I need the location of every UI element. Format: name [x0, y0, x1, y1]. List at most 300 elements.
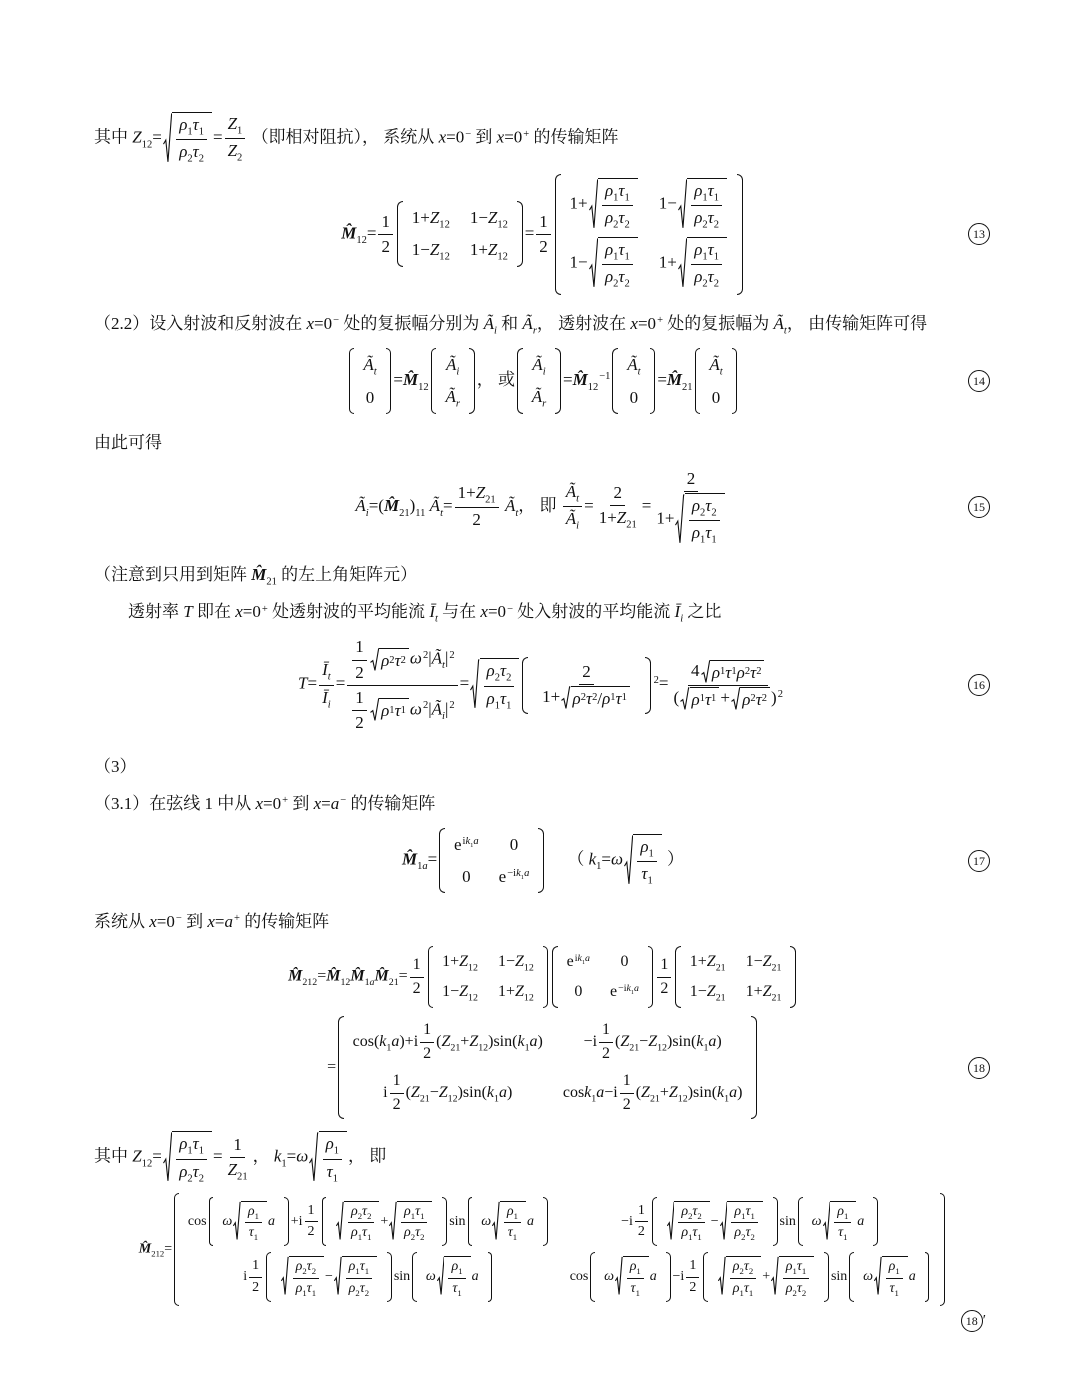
math-numerator: [293, 1258, 319, 1278]
math-var: Ã: [773, 313, 784, 333]
radical-sign-icon: [675, 493, 684, 547]
math-numerator: 1: [390, 1071, 404, 1094]
math-var: Z: [487, 240, 498, 260]
math-upright: sin: [449, 1213, 466, 1229]
math-subscript: 2: [624, 219, 630, 231]
math-var: Ã: [532, 354, 543, 374]
radical-sign-icon: [561, 686, 570, 710]
math-var: a: [330, 793, 340, 813]
math-var: a: [224, 912, 233, 932]
math-fraction: [352, 687, 367, 734]
math-var: Ã: [522, 313, 533, 333]
math-denominator: [689, 521, 720, 546]
math-subscript: 2: [744, 666, 751, 678]
math-subscript: 1: [357, 1232, 363, 1243]
math-matrix-grid: [621, 348, 646, 414]
math-var: Z: [514, 953, 524, 971]
math-cell: $\cos(k_1a)+i$ $\frac{1}{2}$ $(Z_{21}+Z_{12})\sin(k_1a)$: [353, 1020, 543, 1065]
math-var: ρ: [732, 1259, 740, 1275]
math-var: τ: [394, 701, 401, 721]
math-var: M̂: [666, 370, 683, 390]
math-cell: $\frac{\rho_2\tau_2}{\rho_1\tau_1}$ + $\frac{\rho_1\tau_1}{\rho_2\tau_2}$: [717, 1256, 815, 1297]
math-numerator: [504, 1203, 521, 1223]
left-paren: [612, 348, 618, 414]
math-subscript: 21: [450, 1042, 461, 1054]
math-fraction: [602, 239, 633, 291]
left-paren: [652, 1197, 657, 1246]
math-subscript: 12: [677, 1093, 688, 1105]
math-superscript: +: [233, 913, 240, 925]
math-bold: [251, 565, 266, 584]
left-paren: [552, 946, 557, 1008]
math-subscript: 1: [720, 666, 726, 678]
math-matrix: [552, 946, 653, 1008]
math-denominator: [324, 1160, 341, 1185]
math-var: ρ: [325, 1134, 334, 1154]
math-fraction: [637, 836, 656, 888]
math-numerator: 2: [684, 468, 699, 492]
paragraph-intro: 其中 $Z_{12}=$ $\frac{\rho_1\tau_1}{\rho_2\tau_2}$ = $\frac{Z_1}{Z_2}$ （即相对阻抗）， 系统从 x=0− 到 x=0+ 的传输矩阵: [94, 114, 619, 166]
math-var: ρ: [179, 1134, 188, 1154]
radical-sign-icon: [680, 687, 689, 711]
math-radicand: [379, 698, 409, 722]
math-subscript: 1: [458, 1266, 463, 1277]
math-var: ω: [811, 1213, 822, 1229]
math-subscript: 2: [697, 1210, 702, 1221]
math-subscript: 1: [792, 1266, 797, 1277]
radical-sign-icon: [720, 1201, 728, 1242]
math-subscript: [435, 614, 438, 625]
math-var: t: [783, 325, 787, 337]
right-paren: [543, 1197, 548, 1246]
math-subscript: 12: [657, 1042, 667, 1054]
math-fraction: [504, 1203, 521, 1242]
math-radicand: ρ 2 τ 2 / ρ 1 τ 1: [571, 686, 630, 710]
math-subscript: 1: [237, 125, 243, 137]
right-paren: [751, 1016, 756, 1119]
math-cell: [243, 1252, 494, 1301]
math-var: Z: [616, 508, 627, 528]
math-var: a: [473, 836, 479, 848]
math-radicand: [598, 237, 638, 291]
math-var: Z: [459, 953, 469, 971]
math-numerator: [323, 1133, 342, 1159]
math-var: Z: [762, 953, 772, 971]
math-subscript: 2: [494, 673, 500, 685]
math-fraction: [401, 1203, 427, 1242]
math-superscript: −1: [599, 371, 611, 383]
math-matrix: [338, 1016, 757, 1119]
math-var: Ī: [429, 602, 435, 622]
math-var: M̂: [350, 967, 365, 985]
math-var: Z: [410, 1083, 420, 1101]
math-denominator: [176, 1160, 207, 1185]
math-matrix: [675, 946, 796, 1008]
math-subscript: 212: [302, 977, 318, 989]
math-subscript: 2: [688, 1210, 693, 1221]
math-radicand: [241, 1201, 267, 1242]
math-fraction: [596, 482, 640, 531]
circled-number: 13: [968, 223, 990, 245]
math-cell: [222, 1201, 275, 1242]
radical-sign-icon: [589, 237, 598, 291]
math-superscript: −: [175, 913, 182, 925]
math-upright: e: [498, 866, 507, 886]
math-sqrt: [701, 660, 765, 684]
math-subscript: 1: [281, 1158, 287, 1170]
math-fraction: [783, 1258, 809, 1297]
math-cell: 0: [574, 983, 583, 1001]
math-sqrt: [678, 237, 727, 291]
math-subscript: 12: [468, 992, 478, 1004]
math-radicand: [687, 178, 727, 232]
radical-sign-icon: [771, 1256, 779, 1297]
math-denominator: [505, 1223, 520, 1242]
math-var: τ: [630, 1280, 636, 1296]
right-paren: [387, 1252, 392, 1301]
math-subscript: 21: [649, 1093, 660, 1105]
math-var: ρ: [785, 1280, 793, 1296]
math-numerator: 1: [686, 1257, 699, 1277]
equation-18-prime-row: [94, 1193, 992, 1306]
math-denominator: [678, 1223, 704, 1242]
math-numerator: 1: [599, 1020, 613, 1043]
math-var: Z: [438, 1083, 448, 1101]
radical-sign-icon: [874, 1256, 882, 1297]
math-var: T: [183, 602, 193, 622]
circled-number: 14: [968, 370, 990, 392]
math-var: M̂: [251, 565, 267, 585]
math-var: ρ: [736, 662, 745, 682]
math-var: τ: [585, 688, 593, 708]
math-superscript: 2: [449, 700, 455, 712]
math-var: ρ: [604, 180, 614, 200]
math-var: τ: [326, 1161, 333, 1181]
math-denominator: 2: [689, 1279, 697, 1295]
math-var: k: [379, 1033, 387, 1051]
left-paren: [555, 174, 561, 295]
math-numerator: [689, 495, 720, 521]
math-cell: [446, 352, 459, 378]
equation-17: $M̂_{1a}=$ $e^{ik_1a}$ 0 0 $e^{-ik_1a}$ （ $k_1=\omega$ $\frac{\rho_1}{\tau_1}$ ）: [402, 828, 684, 893]
math-matrix-grid: [439, 348, 466, 415]
equation-15-number: [968, 496, 990, 518]
math-matrix-grid: [531, 657, 642, 714]
math-subscript: 1: [198, 1146, 204, 1158]
math-cell: [709, 352, 722, 378]
math-denominator: $1+Z_{21}$: [598, 508, 637, 531]
right-paren: [538, 828, 544, 893]
math-subscript: 1a: [364, 977, 375, 989]
math-var: Ī: [674, 602, 681, 622]
math-var: Ã: [429, 495, 441, 515]
math-subscript: 1: [457, 1287, 462, 1298]
math-var: ρ: [179, 115, 188, 134]
math-sqrt: [470, 658, 519, 712]
radical-sign-icon: [624, 834, 633, 888]
math-numerator: 1: [352, 636, 367, 660]
math-numerator: [691, 180, 722, 206]
math-var: ρ: [350, 1225, 358, 1241]
math-var: a: [391, 1033, 400, 1051]
math-subscript: [638, 367, 641, 378]
math-subscript: 1: [333, 1146, 340, 1158]
math-var: r: [532, 325, 537, 337]
math-denominator: ( ρ 1 τ 1 + ρ 2 τ 2 )$^2$: [671, 686, 786, 711]
math-subscript: 1: [410, 1210, 416, 1221]
paragraph-hence: 由此可得: [94, 433, 162, 453]
math-cell: $\frac{\rho_2\tau_2}{\rho_1\tau_1}$ + $\frac{\rho_1\tau_1}{\rho_2\tau_2}$: [335, 1201, 433, 1242]
radical-sign-icon: [678, 237, 687, 291]
math-fraction: [599, 1020, 613, 1065]
math-fraction: [691, 239, 722, 291]
math-sqrt: [589, 178, 638, 232]
math-upright: cos: [562, 1083, 585, 1101]
math-var: τ: [192, 142, 199, 162]
math-var: τ: [796, 1280, 802, 1296]
math-var: Ã: [565, 509, 577, 529]
radical-sign-icon: [470, 658, 479, 712]
math-var: i: [327, 699, 331, 711]
math-cell: [567, 950, 590, 974]
math-var: ω: [425, 1269, 436, 1285]
math-subscript: 1: [895, 1266, 900, 1277]
math-subscript: 1: [591, 1093, 597, 1105]
math-var: τ: [306, 1259, 312, 1275]
math-sqrt: [561, 686, 630, 710]
math-matrix-grid: [274, 1252, 384, 1301]
equation-18-prime: $M̂_{212}=$ cos ω $\frac{\rho_1}{\tau_1}$ a +i $\frac{1}{2}$ $\frac{\rho_2\tau_2}{\rho_1\tau_1}$ + $\frac{\rho_1\tau_1}{\rho_2\tau_2}$ sin ω $\frac{\rho_1}{\tau_1}$ a −i $\frac{1}{2}$ $\frac{\rho_2\tau_2}{\rho_1\tau_1}$ − $\frac{\rho_1\tau_1}{\rho_2\tau_2}$ sin ω $\frac{\rho_1}{\tau_1}$ a i $\frac{1}{2}$ $\frac{\rho_2\tau_2}{\rho_1\tau_1}$ − $\frac{\rho_1\tau_1}{\rho_2\tau_2}$ sin ω $\frac{\rho_1}{\tau_1}$ a cos ω $\frac{\rho_1}{\tau_1}$ a −i $\frac{1}{2}$ $\frac{\rho_2\tau_2}{\rho_1\tau_1}$ + $\frac{\rho_1\tau_1}{\rho_2\tau_2}$ sin ω $\frac{\rho_1}{\tau_1}$ a: [139, 1193, 947, 1306]
math-var: ρ: [179, 142, 188, 162]
math-subscript: 1: [636, 1266, 641, 1277]
math-numerator: [834, 1203, 851, 1223]
math-var: ρ: [602, 688, 611, 708]
math-denominator: 1+ $\frac{\rho_2\tau_2}{\rho_1\tau_1}$: [653, 492, 728, 547]
math-subscript: 2: [711, 507, 717, 519]
math-subscript: 1: [470, 842, 474, 850]
math-sqrt: [336, 1201, 379, 1242]
math-cell: $1-Z_{21}$: [689, 983, 726, 1004]
math-denominator: [835, 1223, 850, 1242]
math-subscript: [456, 399, 460, 410]
math-sqrt: [334, 1256, 377, 1297]
math-var: ρ: [785, 1259, 793, 1275]
math-var: M̂: [383, 495, 400, 515]
math-subscript: 1: [731, 666, 737, 678]
paragraph-where: 其中 $Z_{12}=$ $\frac{\rho_1\tau_1}{\rho_2\tau_2}$ = $\frac{1}{Z_{21}}$ ， $k_1=\omega$ $\frac{\rho_1}{\tau_1}$ ， 即: [94, 1131, 992, 1185]
math-fraction: [635, 1202, 648, 1241]
math-subscript: 1: [624, 192, 630, 204]
math-radicand: [172, 112, 212, 166]
math-cell: $1+Z_{12}$: [497, 983, 534, 1004]
math-denominator: [319, 686, 334, 711]
math-denominator: [731, 1223, 757, 1242]
math-var: x: [480, 602, 488, 622]
math-var: t: [515, 507, 519, 519]
math-var: τ: [707, 180, 714, 200]
math-subscript: 2: [741, 1232, 746, 1243]
math-cell: [499, 864, 530, 890]
math-subscript: [784, 325, 787, 336]
math-var: Z: [459, 983, 469, 1001]
math-var: ρ: [604, 207, 614, 227]
math-subscript: 1: [513, 1210, 518, 1221]
math-var: a: [471, 1269, 479, 1285]
equation-14: $Ã_t$ 0 $=M̂_{12}$ $Ã_i$ $Ã_r$ ， 或 $Ã_i$ $Ã_r$ $=M̂_{12}^{-1}$ $Ã_t$ 0 $=M̂_{21}$ $Ã_t$ 0: [347, 348, 740, 415]
math-subscript: 1: [254, 1210, 259, 1221]
math-subscript: 1: [801, 1266, 807, 1277]
math-var: ρ: [295, 1259, 303, 1275]
math-cell: 0: [629, 387, 639, 407]
right-paren: [925, 1252, 930, 1301]
math-var: τ: [362, 1204, 368, 1220]
math-numerator: [678, 1203, 704, 1223]
math-fraction: [563, 481, 582, 533]
math-subscript: 1: [506, 700, 512, 712]
math-upright: i: [513, 867, 517, 879]
math-var: Ã: [445, 387, 456, 407]
math-var: τ: [641, 864, 648, 884]
math-var: i: [576, 521, 580, 533]
math-var: τ: [248, 1225, 254, 1241]
math-var: a: [422, 861, 428, 873]
math-subscript: 1: [703, 1042, 709, 1054]
math-var: τ: [306, 1280, 312, 1296]
math-var: Z: [132, 1147, 142, 1167]
math-var: k: [717, 1083, 725, 1101]
math-fraction: [420, 1020, 434, 1065]
math-sqrt: [281, 1256, 324, 1297]
math-superscript: [462, 836, 479, 850]
math-subscript: 21: [771, 992, 782, 1004]
math-var: τ: [725, 662, 732, 682]
math-var: τ: [705, 522, 712, 542]
left-paren: [209, 1197, 214, 1246]
radical-sign-icon: [589, 178, 598, 232]
math-bold: [326, 968, 340, 985]
math-var: a: [498, 1083, 507, 1101]
math-var: τ: [692, 1204, 698, 1220]
math-var: k: [517, 1033, 525, 1051]
math-denominator: [602, 265, 633, 290]
math-var: x: [207, 912, 215, 932]
math-var: i: [442, 710, 445, 722]
math-numerator: 1: [249, 1257, 262, 1277]
math-numerator: 2: [579, 661, 594, 685]
math-subscript: 2: [739, 1266, 744, 1277]
math-var: τ: [192, 1161, 199, 1181]
math-var: Ī: [322, 687, 328, 707]
math-subscript: 12: [418, 381, 429, 393]
math-matrix-grid: [357, 348, 382, 414]
math-var: ω: [604, 1269, 614, 1285]
math-var: τ: [452, 1280, 458, 1296]
equation-18-number: [968, 1057, 990, 1079]
math-var: ρ: [694, 180, 703, 200]
math-var: ρ: [711, 662, 721, 682]
math-upright: cos: [569, 1269, 589, 1285]
math-var: τ: [615, 688, 622, 708]
left-paren: [522, 657, 528, 714]
math-subscript: 2: [713, 279, 720, 291]
math-subscript: 1: [198, 126, 204, 138]
math-sqrt: [823, 1201, 857, 1242]
math-var: Z: [487, 207, 498, 227]
math-var: x: [306, 313, 315, 333]
math-cell: 1+ $\frac{\rho_1\tau_1}{\rho_2\tau_2}$: [570, 178, 639, 232]
right-paren: [732, 348, 738, 414]
math-subscript: 1: [699, 693, 705, 705]
math-subscript: 21: [266, 576, 277, 588]
math-var: t: [373, 366, 377, 378]
math-denominator: 2: [307, 1224, 315, 1240]
math-var: M̂: [341, 223, 357, 243]
math-var: a: [524, 867, 530, 879]
math-denominator: 2: [660, 979, 669, 997]
math-var: Ã: [565, 482, 577, 502]
math-bold: [402, 850, 417, 869]
math-subscript: 2: [198, 154, 204, 166]
math-matrix-grid: [806, 1197, 871, 1246]
math-var: Ã: [355, 495, 366, 515]
math-subscript: 1: [699, 534, 706, 546]
equation-18a-row: [94, 946, 992, 1008]
left-paren: [675, 946, 680, 1008]
math-sqrt: [675, 493, 724, 547]
left-paren: [468, 1197, 473, 1246]
math-cell: cos ω $\frac{\rho_1}{\tau_1}$ a +i $\frac{1}{2}$ $\frac{\rho_2\tau_2}{\rho_1\tau_1}$ + $\frac{\rho_1\tau_1}{\rho_2\tau_2}$ sin ω $\frac{\rho_1}{\tau_1}$ a: [188, 1197, 550, 1246]
math-matrix-grid: [561, 946, 645, 1008]
math-cell: [481, 1201, 534, 1242]
right-paren: [469, 348, 475, 415]
math-var: τ: [415, 1204, 421, 1220]
math-var: x: [255, 793, 264, 813]
math-superscript: +: [657, 314, 664, 326]
math-matrix-grid: [711, 1252, 821, 1301]
math-radicand: [690, 687, 720, 711]
equation-16-number: [968, 674, 990, 696]
math-denominator: 2: [412, 979, 421, 997]
math-var: τ: [618, 207, 625, 227]
math-radicand: [623, 1256, 649, 1297]
math-radicand: [740, 687, 770, 711]
math-radicand: [500, 1201, 526, 1242]
math-subscript: 1: [596, 861, 602, 873]
math-var: τ: [889, 1280, 895, 1296]
math-var: τ: [750, 662, 757, 682]
math-numerator: [730, 1258, 756, 1278]
math-fraction: [653, 468, 728, 547]
math-radicand: [319, 1131, 347, 1185]
math-var: τ: [707, 240, 714, 260]
math-var: M̂: [138, 1241, 152, 1257]
math-bold: [375, 968, 389, 985]
math-cell: $\frac{\rho_2\tau_2}{\rho_1\tau_1}$ − $\frac{\rho_1\tau_1}{\rho_2\tau_2}$: [666, 1201, 764, 1242]
math-var: τ: [745, 1225, 751, 1241]
math-cell: 0: [365, 387, 375, 407]
math-var: ρ: [734, 1225, 742, 1241]
math-subscript: 11: [415, 507, 426, 519]
math-numerator: [176, 114, 207, 140]
math-subscript: 21: [485, 494, 496, 506]
math-cell: [863, 1256, 916, 1297]
math-subscript: 2: [761, 693, 768, 705]
math-fraction: [536, 211, 551, 258]
math-upright: e: [453, 835, 462, 855]
math-subscript: 1: [187, 1146, 193, 1158]
radical-sign-icon: [667, 1201, 675, 1242]
radical-sign-icon: [701, 660, 710, 684]
